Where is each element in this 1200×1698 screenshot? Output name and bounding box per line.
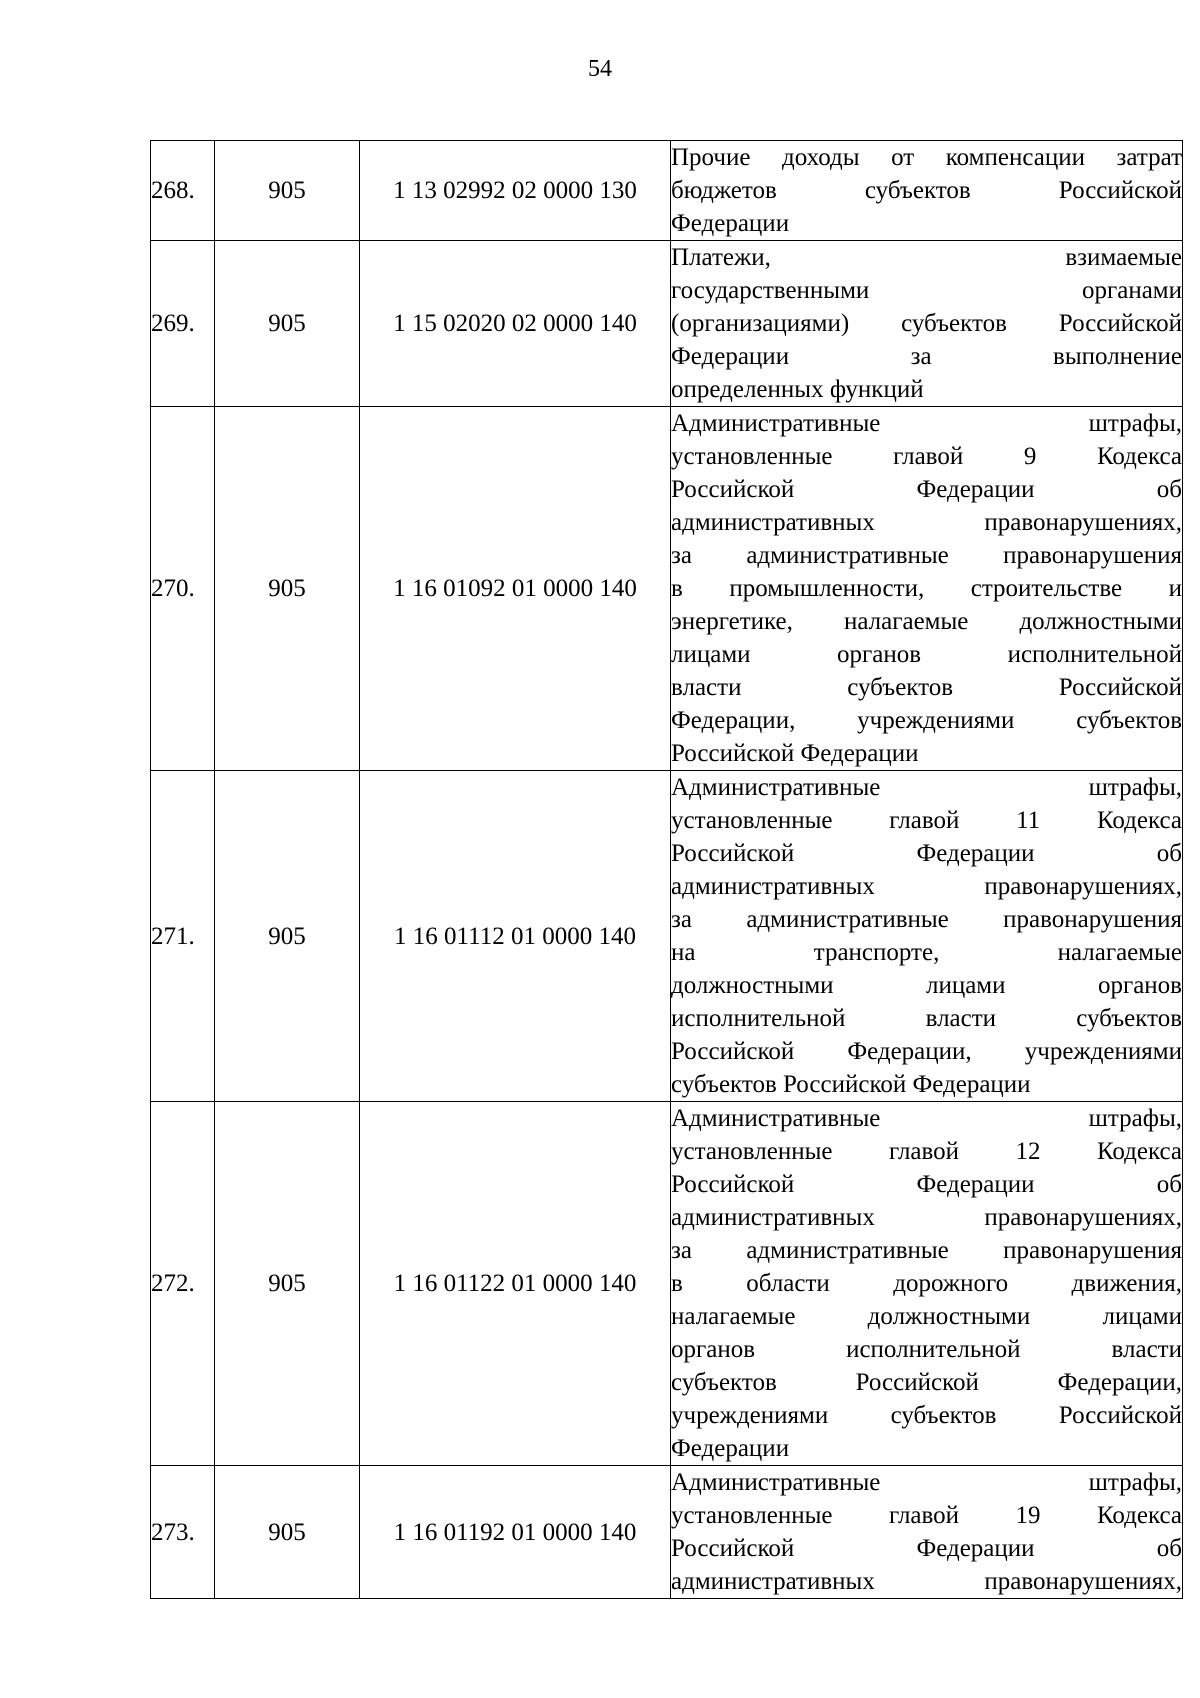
admin-code-cell: 905 <box>215 1102 360 1466</box>
admin-code-cell: 905 <box>215 771 360 1102</box>
row-number-cell: 270. <box>151 407 215 771</box>
description-line: лицами органов исполнительной <box>671 641 1182 668</box>
revenue-code-cell: 1 16 01192 01 0000 140 <box>360 1466 671 1599</box>
row-number-cell: 271. <box>151 771 215 1102</box>
description-line: административных правонарушениях, <box>671 1204 1182 1231</box>
description-cell <box>671 1102 1183 1466</box>
description-line: Административные штрафы, <box>671 1469 1182 1496</box>
description-line: установленные главой 12 Кодекса <box>671 1138 1182 1165</box>
description-line: Федерации, учреждениями субъектов <box>671 707 1182 734</box>
description-line: субъектов Российской Федерации <box>671 1071 1031 1098</box>
revenue-code-cell: 1 15 02020 02 0000 140 <box>360 241 671 407</box>
admin-code-cell: 905 <box>215 1466 360 1599</box>
table-body <box>151 141 1183 1599</box>
description-line: Административные штрафы, <box>671 410 1182 437</box>
description-line: в области дорожного движения, <box>671 1270 1182 1297</box>
description-line: учреждениями субъектов Российской <box>671 1402 1182 1429</box>
description-cell <box>671 141 1183 241</box>
description-cell <box>671 771 1183 1102</box>
table-row <box>151 407 1183 771</box>
description-line: Российской Федерации об <box>671 476 1182 503</box>
revenue-code-cell: 1 16 01122 01 0000 140 <box>360 1102 671 1466</box>
description-line: в промышленности, строительстве и <box>671 575 1182 602</box>
row-number-cell: 273. <box>151 1466 215 1599</box>
description-line: энергетике, налагаемые должностными <box>671 608 1182 635</box>
description-line: Российской Федерации об <box>671 1535 1182 1562</box>
description-cell <box>671 407 1183 771</box>
description-cell <box>671 241 1183 407</box>
description-line: Российской Федерации об <box>671 840 1182 867</box>
description-line: Федерации <box>671 1435 790 1462</box>
description-line: Платежи, взимаемые <box>671 244 1182 271</box>
revenue-code-cell: 1 13 02992 02 0000 130 <box>360 141 671 241</box>
description-line: за административные правонарушения <box>671 1237 1182 1264</box>
description-line: Административные штрафы, <box>671 1105 1182 1132</box>
revenue-codes-table <box>150 140 1183 1599</box>
description-line: установленные главой 9 Кодекса <box>671 443 1182 470</box>
revenue-code-cell: 1 16 01092 01 0000 140 <box>360 407 671 771</box>
description-line: административных правонарушениях, <box>671 873 1182 900</box>
description-line: определенных функций <box>671 376 924 403</box>
table-row <box>151 241 1183 407</box>
description-line: установленные главой 19 Кодекса <box>671 1502 1182 1529</box>
row-number-cell: 269. <box>151 241 215 407</box>
description-line: административных правонарушениях, <box>671 509 1182 536</box>
description-line: власти субъектов Российской <box>671 674 1182 701</box>
description-line: установленные главой 11 Кодекса <box>671 807 1182 834</box>
description-line: административных правонарушениях, <box>671 1568 1182 1595</box>
table-row <box>151 771 1183 1102</box>
admin-code-cell: 905 <box>215 141 360 241</box>
revenue-code-cell: 1 16 01112 01 0000 140 <box>360 771 671 1102</box>
description-line: должностными лицами органов <box>671 972 1182 999</box>
description-line: Административные штрафы, <box>671 774 1182 801</box>
page-number: 54 <box>588 56 612 82</box>
description-line: на транспорте, налагаемые <box>671 939 1182 966</box>
admin-code-cell: 905 <box>215 407 360 771</box>
description-line: Федерации <box>671 210 790 237</box>
description-line: органов исполнительной власти <box>671 1336 1182 1363</box>
description-line: государственными органами <box>671 277 1182 304</box>
table-row <box>151 141 1183 241</box>
description-line: Федерации за выполнение <box>671 343 1182 370</box>
table-row <box>151 1466 1183 1599</box>
admin-code-cell: 905 <box>215 241 360 407</box>
row-number-cell: 272. <box>151 1102 215 1466</box>
description-line: бюджетов субъектов Российской <box>671 177 1182 204</box>
description-line: субъектов Российской Федерации, <box>671 1369 1182 1396</box>
description-line: (организациями) субъектов Российской <box>671 310 1182 337</box>
description-line: Российской Федерации об <box>671 1171 1182 1198</box>
description-line: за административные правонарушения <box>671 542 1182 569</box>
description-line: за административные правонарушения <box>671 906 1182 933</box>
description-line: Российской Федерации, учреждениями <box>671 1038 1182 1065</box>
description-line: исполнительной власти субъектов <box>671 1005 1182 1032</box>
description-line: Российской Федерации <box>671 740 919 767</box>
description-line: Прочие доходы от компенсации затрат <box>671 144 1182 171</box>
description-line: налагаемые должностными лицами <box>671 1303 1182 1330</box>
description-cell <box>671 1466 1183 1599</box>
row-number-cell: 268. <box>151 141 215 241</box>
table-row <box>151 1102 1183 1466</box>
